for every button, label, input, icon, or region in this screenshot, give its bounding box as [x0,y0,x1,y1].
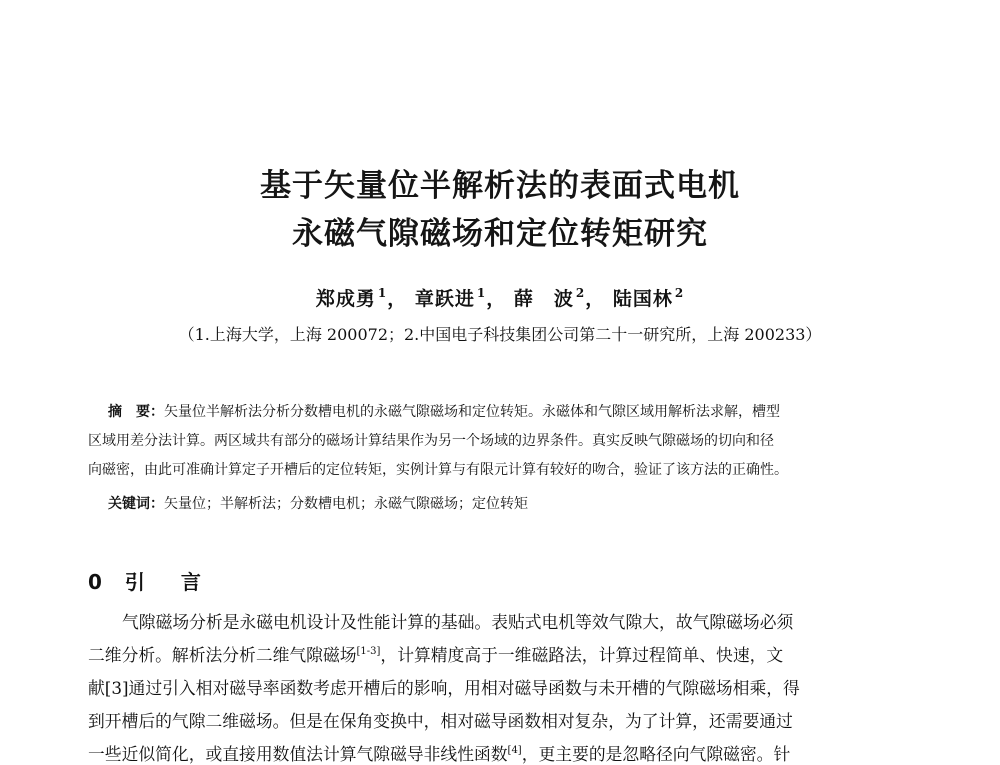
keywords-label: 关键词： [108,496,164,512]
author-affiliation-mark: 2 [674,286,685,300]
body-text: ，计算精度高于一维磁路法，计算过程简单、快速，文 [380,645,784,665]
author-list: 郑成勇 $^1$， 章跃进 $^1$， 薛 波 $^2$， 陆国林 $^2$ [315,286,685,310]
section-heading: 0 引 言 [88,570,209,594]
author-name: 章跃进 [414,288,475,310]
citation-ref: [4] [507,745,522,756]
author-affiliation-mark: 2 [575,286,586,300]
keywords-text: 矢量位；半解析法；分数槽电机；永磁气隙磁场；定位转矩 [164,496,528,512]
body-line [88,642,912,666]
author-affiliation-mark: 1 [476,286,487,300]
author-affiliation-mark: 1 [377,286,388,300]
author-name: 陆国林 [612,288,673,310]
keywords [108,493,918,513]
paper-title-line-2: 永磁气隙磁场和定位转矩研究 [292,216,708,252]
paper-title-line-1: 基于矢量位半解析法的表面式电机 [260,168,740,204]
body-text: 二维分析。解析法分析二维气隙磁场 [88,645,357,665]
body-line [88,741,912,765]
body-line: 到开槽后的气隙二维磁场。但是在保角变换中，相对磁导函数相对复杂，为了计算，还需要通过 [88,711,793,731]
abstract-line: 向磁密，由此可准确计算定子开槽后的定位转矩，实例计算与有限元计算有较好的吻合，验证了该方法的正确性。 [88,462,788,478]
body-text: ，更主要的是忽略径向气隙磁密。针 [521,744,791,764]
author-name: 郑成勇 [315,288,376,310]
abstract-text: 矢量位半解析法分析分数槽电机的永磁气隙磁场和定位转矩。永磁体和气隙区域用解析法求解，槽型 [164,404,780,420]
citation-ref: [1-3] [356,646,381,657]
affiliation: （1.上海大学，上海 200072；2.中国电子科技集团公司第二十一研究所，上海 200233） [178,325,822,344]
body-line: 气隙磁场分析是永磁电机设计及性能计算的基础。表贴式电机等效气隙大，故气隙磁场必须 [122,612,794,632]
body-line: 献[3]通过引入相对磁导率函数考虑开槽后的影响，用相对磁导函数与未开槽的气隙磁场相乘，得 [88,678,800,698]
author-name: 薛 波 [513,288,574,310]
abstract-label: 摘 要： [108,404,164,420]
abstract-line [108,401,918,421]
body-text: 一些近似简化，或直接用数值法计算气隙磁导非线性函数 [88,744,508,764]
abstract-line: 区域用差分法计算。两区域共有部分的磁场计算结果作为另一个场域的边界条件。真实反映气隙磁场的切向和径 [88,433,774,449]
